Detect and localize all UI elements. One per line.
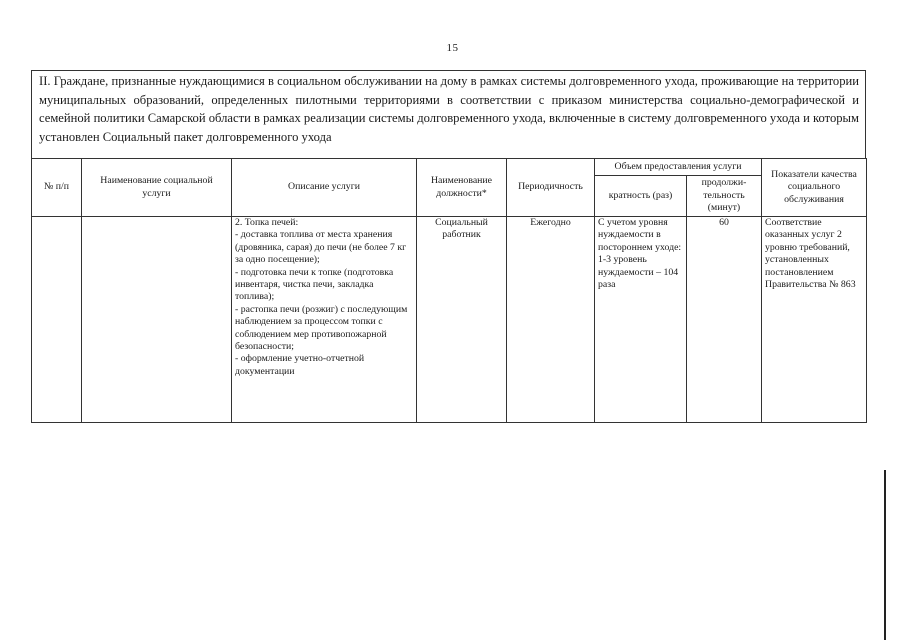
description-line: - доставка топлива от места хранения (дровяника, сарая) до печи (не более 7 кг за одно посещение); (235, 229, 407, 266)
cell-quality: Соответствие оказанных услуг 2 уровню требований, установленных постановлением Правительства № 863 (762, 217, 867, 423)
header-frequency: кратность (раз) (595, 176, 687, 217)
description-line: - подготовка печи к топке (подготовка инвентаря, чистка печи, закладка топлива); (235, 266, 394, 303)
header-quality: Показатели качества социального обслуживания (762, 159, 867, 217)
cell-description (232, 217, 417, 423)
header-description: Описание услуги (232, 159, 417, 217)
header-periodicity: Периодичность (507, 159, 595, 217)
cell-duration: 60 (687, 217, 762, 423)
description-line: - оформление учетно-отчетной документации (235, 353, 365, 377)
frequency-line: С учетом уровня нуждаемости в постороннем уходе: (598, 217, 682, 253)
cell-frequency (595, 217, 687, 423)
frequency-line: 1-3 уровень нуждаемости – 104 раза (598, 254, 679, 291)
header-service-name: Наименование социальной услуги (82, 159, 232, 217)
cell-periodicity: Ежегодно (507, 217, 595, 423)
services-table (31, 158, 867, 423)
header-duration: продолжи-тельность (минут) (687, 176, 762, 217)
header-volume: Объем предоставления услуги (595, 159, 762, 176)
cell-service-name (82, 217, 232, 423)
description-line: 2. Топка печей: (235, 217, 299, 228)
cell-position: Социальный работник (417, 217, 507, 423)
header-position: Наименование должности* (417, 159, 507, 217)
cell-num (32, 217, 82, 423)
description-line: - растопка печи (розжиг) с последующим наблюдением за процессом топки с соблюдением мер противопожарной безопасности; (235, 303, 408, 353)
scan-edge-line (884, 470, 886, 640)
header-num: № п/п (32, 159, 82, 217)
section-heading: II. Граждане, признанные нуждающимися в социальном обслуживании на дому в рамках системы долговременного ухода, проживающие на территории муниципальных образований, определенных пилотными территориями в соответствии с приказом министерства социально-демографической и семейной политики Самарской области в рамках реализации системы долговременного ухода, включенные в систему долговременного ухода и которым установлен Социальный пакет долговременного ухода (31, 70, 866, 158)
page-number: 15 (446, 42, 459, 54)
